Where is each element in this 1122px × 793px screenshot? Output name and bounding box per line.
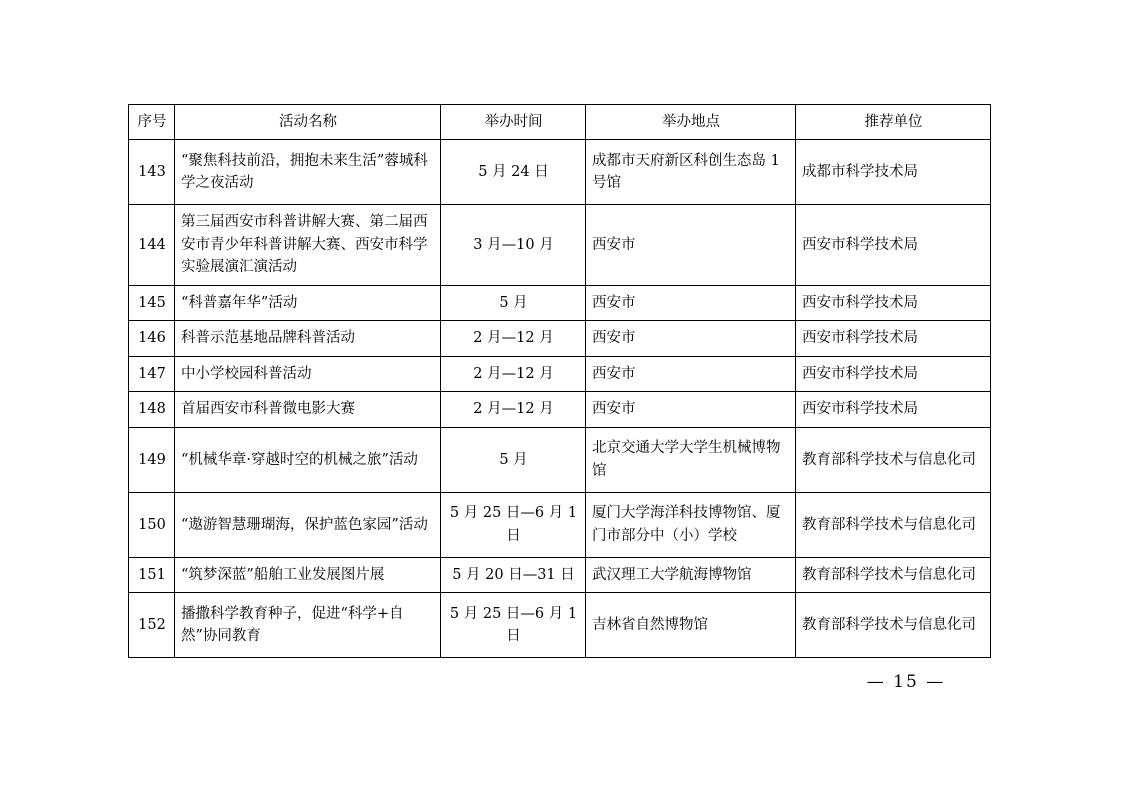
cell-recommend-unit: 西安市科学技术局 bbox=[796, 321, 991, 356]
cell-index: 143 bbox=[129, 140, 175, 205]
cell-activity-time: 3 月—10 月 bbox=[441, 205, 586, 285]
cell-recommend-unit: 成都市科学技术局 bbox=[796, 140, 991, 205]
table-row bbox=[129, 492, 991, 557]
cell-index: 149 bbox=[129, 427, 175, 492]
cell-activity-place: 西安市 bbox=[586, 392, 796, 427]
cell-activity-name: 首届西安市科普微电影大赛 bbox=[175, 392, 441, 427]
column-header-unit: 推荐单位 bbox=[796, 105, 991, 140]
cell-recommend-unit: 西安市科学技术局 bbox=[796, 205, 991, 285]
cell-index: 147 bbox=[129, 356, 175, 391]
cell-activity-name: “机械华章·穿越时空的机械之旅”活动 bbox=[175, 427, 441, 492]
cell-activity-time: 2 月—12 月 bbox=[441, 321, 586, 356]
cell-recommend-unit: 教育部科学技术与信息化司 bbox=[796, 593, 991, 658]
cell-activity-place: 西安市 bbox=[586, 356, 796, 391]
cell-activity-place: 武汉理工大学航海博物馆 bbox=[586, 557, 796, 592]
cell-recommend-unit: 教育部科学技术与信息化司 bbox=[796, 492, 991, 557]
cell-activity-name: “筑梦深蓝”船舶工业发展图片展 bbox=[175, 557, 441, 592]
cell-activity-time: 5 月 25 日—6 月 1 日 bbox=[441, 593, 586, 658]
activity-table-container bbox=[128, 104, 990, 658]
table-header bbox=[129, 105, 991, 140]
page-number: — 15 — bbox=[866, 672, 946, 692]
cell-activity-time: 5 月 20 日—31 日 bbox=[441, 557, 586, 592]
cell-index: 148 bbox=[129, 392, 175, 427]
table-row bbox=[129, 356, 991, 391]
cell-recommend-unit: 西安市科学技术局 bbox=[796, 285, 991, 320]
cell-recommend-unit: 教育部科学技术与信息化司 bbox=[796, 557, 991, 592]
column-header-place: 举办地点 bbox=[586, 105, 796, 140]
cell-index: 145 bbox=[129, 285, 175, 320]
cell-index: 151 bbox=[129, 557, 175, 592]
table-row bbox=[129, 593, 991, 658]
table-row bbox=[129, 285, 991, 320]
cell-activity-time: 2 月—12 月 bbox=[441, 356, 586, 391]
cell-activity-place: 西安市 bbox=[586, 205, 796, 285]
table-row bbox=[129, 427, 991, 492]
cell-recommend-unit: 西安市科学技术局 bbox=[796, 392, 991, 427]
cell-index: 152 bbox=[129, 593, 175, 658]
activity-table bbox=[128, 104, 991, 658]
table-row bbox=[129, 140, 991, 205]
cell-activity-name: “科普嘉年华”活动 bbox=[175, 285, 441, 320]
table-row bbox=[129, 557, 991, 592]
cell-index: 146 bbox=[129, 321, 175, 356]
cell-activity-time: 5 月 24 日 bbox=[441, 140, 586, 205]
cell-activity-place: 西安市 bbox=[586, 321, 796, 356]
cell-recommend-unit: 西安市科学技术局 bbox=[796, 356, 991, 391]
cell-activity-time: 5 月 bbox=[441, 285, 586, 320]
cell-activity-place: 北京交通大学大学生机械博物馆 bbox=[586, 427, 796, 492]
table-body bbox=[129, 140, 991, 658]
cell-activity-time: 5 月 25 日—6 月 1 日 bbox=[441, 492, 586, 557]
cell-activity-name: 播撒科学教育种子，促进“科学+自然”协同教育 bbox=[175, 593, 441, 658]
cell-activity-name: 科普示范基地品牌科普活动 bbox=[175, 321, 441, 356]
cell-activity-time: 2 月—12 月 bbox=[441, 392, 586, 427]
column-header-index: 序号 bbox=[129, 105, 175, 140]
cell-activity-name: “遨游智慧珊瑚海，保护蓝色家园”活动 bbox=[175, 492, 441, 557]
cell-activity-name: “聚焦科技前沿，拥抱未来生活”蓉城科学之夜活动 bbox=[175, 140, 441, 205]
cell-index: 150 bbox=[129, 492, 175, 557]
cell-activity-name: 中小学校园科普活动 bbox=[175, 356, 441, 391]
column-header-time: 举办时间 bbox=[441, 105, 586, 140]
page-footer bbox=[0, 672, 1122, 692]
cell-activity-place: 厦门大学海洋科技博物馆、厦门市部分中（小）学校 bbox=[586, 492, 796, 557]
table-row bbox=[129, 205, 991, 285]
table-row bbox=[129, 392, 991, 427]
cell-activity-name: 第三届西安市科普讲解大赛、第二届西安市青少年科普讲解大赛、西安市科学实验展演汇演活动 bbox=[175, 205, 441, 285]
column-header-name: 活动名称 bbox=[175, 105, 441, 140]
table-header-row bbox=[129, 105, 991, 140]
cell-recommend-unit: 教育部科学技术与信息化司 bbox=[796, 427, 991, 492]
cell-index: 144 bbox=[129, 205, 175, 285]
cell-activity-place: 西安市 bbox=[586, 285, 796, 320]
cell-activity-place: 成都市天府新区科创生态岛 1 号馆 bbox=[586, 140, 796, 205]
cell-activity-place: 吉林省自然博物馆 bbox=[586, 593, 796, 658]
table-row bbox=[129, 321, 991, 356]
cell-activity-time: 5 月 bbox=[441, 427, 586, 492]
